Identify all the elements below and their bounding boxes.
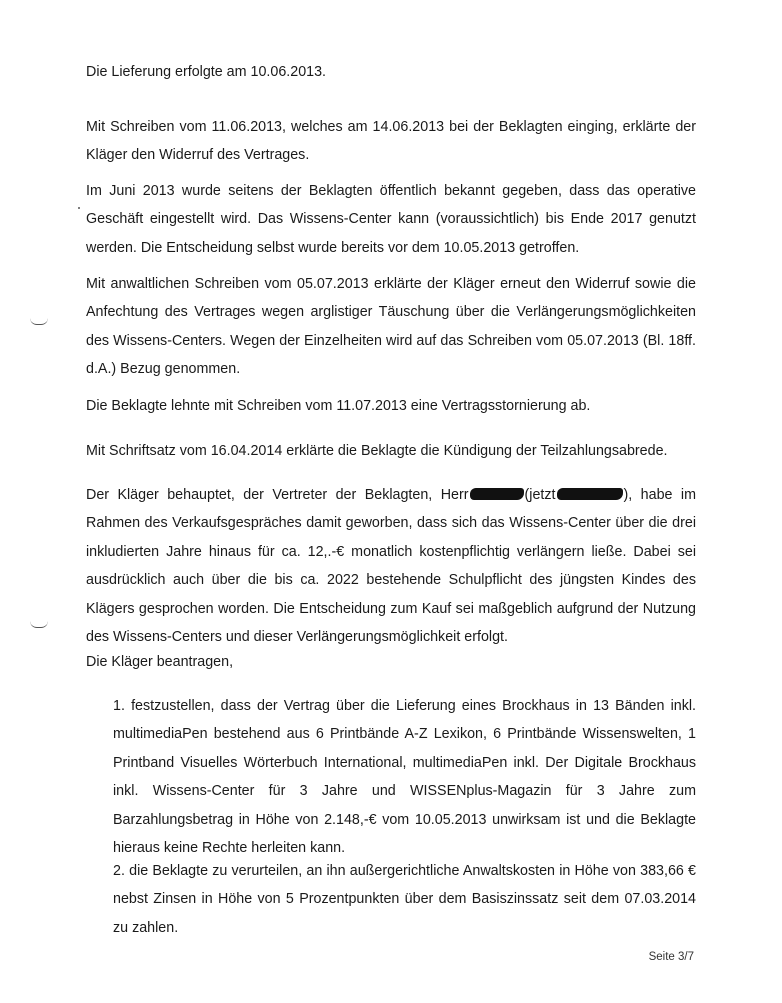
paragraph-delivery: Die Lieferung erfolgte am 10.06.2013. [86, 64, 327, 80]
paragraph-motion-intro: Die Kläger beantragen, [86, 654, 234, 670]
punch-hole-mark [30, 621, 48, 628]
paragraph-termination: Mit Schriftsatz vom 16.04.2014 erklärte die Beklagte die Kündigung der Teilzahlungsabrede. [86, 443, 668, 459]
paragraph-plaintiff-claims [86, 481, 696, 651]
paragraph-rejection: Die Beklagte lehnte mit Schreiben vom 11.07.2013 eine Vertragsstornierung ab. [86, 398, 591, 414]
scan-speck [78, 207, 80, 209]
claims-text-end: ), habe im Rahmen des Verkaufsgespräches damit geworben, dass sich das Wissens-Center über die drei inkludierten Jahre hinaus für ca. 12,.-€ monatlich kostenpflichtig verlängern ließe. Dabei sei ausdrücklich auch über die bis ca. 2022 bestehende Schulpflicht des jüngsten Kindes des Klägers gesprochen worden. Die Entscheidung zum Kauf sei maßgeblich aufgrund der Nutzung des Wissens-Centers und dieser Verlängerungsmöglichkeit erfolgt. [86, 487, 696, 646]
motion-item-1: 1. festzustellen, dass der Vertrag über die Lieferung eines Brockhaus in 13 Bänden inkl. multimediaPen bestehend aus 6 Printbände A-Z Lexikon, 6 Printbände Wissenswelten, 1 Printband Visuelles Wörterbuch International, multimediaPen inkl. Der Digitale Brockhaus inkl. Wissens-Center für 3 Jahre und WISSENplus-Magazin für 3 Jahre zum Barzahlungsbetrag in Höhe von 2.148,-€ vom 10.05.2013 unwirksam ist und die Beklagte hieraus keine Rechte herleiten kann. [113, 698, 696, 857]
paragraph-lawyer-letter: Mit anwaltlichen Schreiben vom 05.07.2013 erklärte der Kläger erneut den Widerruf sowie die Anfechtung des Vertrages wegen arglistiger Täuschung über die Verlängerungsmöglichkeiten des Wissens-Centers. Wegen der Einzelheiten wird auf das Schreiben vom 05.07.2013 (Bl. 18ff. d.A.) Bezug genommen. [86, 276, 696, 378]
paragraph-announcement: Im Juni 2013 wurde seitens der Beklagten öffentlich bekannt gegeben, dass das operative Geschäft eingestellt wird. Das Wissens-Center kann (voraussichtlich) bis Ende 2017 genutzt werden. Die Entscheidung selbst wurde bereits vor dem 10.05.2013 getroffen. [86, 183, 696, 256]
redaction-bar [557, 488, 623, 500]
page-number: Seite 3/7 [648, 951, 694, 963]
redaction-bar [470, 488, 524, 500]
claims-text-start: Der Kläger behauptet, der Vertreter der Beklagten, Herr [86, 487, 469, 503]
paragraph-revocation: Mit Schreiben vom 11.06.2013, welches am 14.06.2013 bei der Beklagten einging, erklärte der Kläger den Widerruf des Vertrages. [86, 119, 696, 164]
motion-item-2: 2. die Beklagte zu verurteilen, an ihn außergerichtliche Anwaltskosten in Höhe von 383,66 € nebst Zinsen in Höhe von 5 Prozentpunkten über dem Basiszinssatz seit dem 07.03.2014 zu zahlen. [113, 863, 696, 936]
claims-text-middle: (jetzt [524, 487, 556, 503]
punch-hole-mark [30, 318, 48, 325]
